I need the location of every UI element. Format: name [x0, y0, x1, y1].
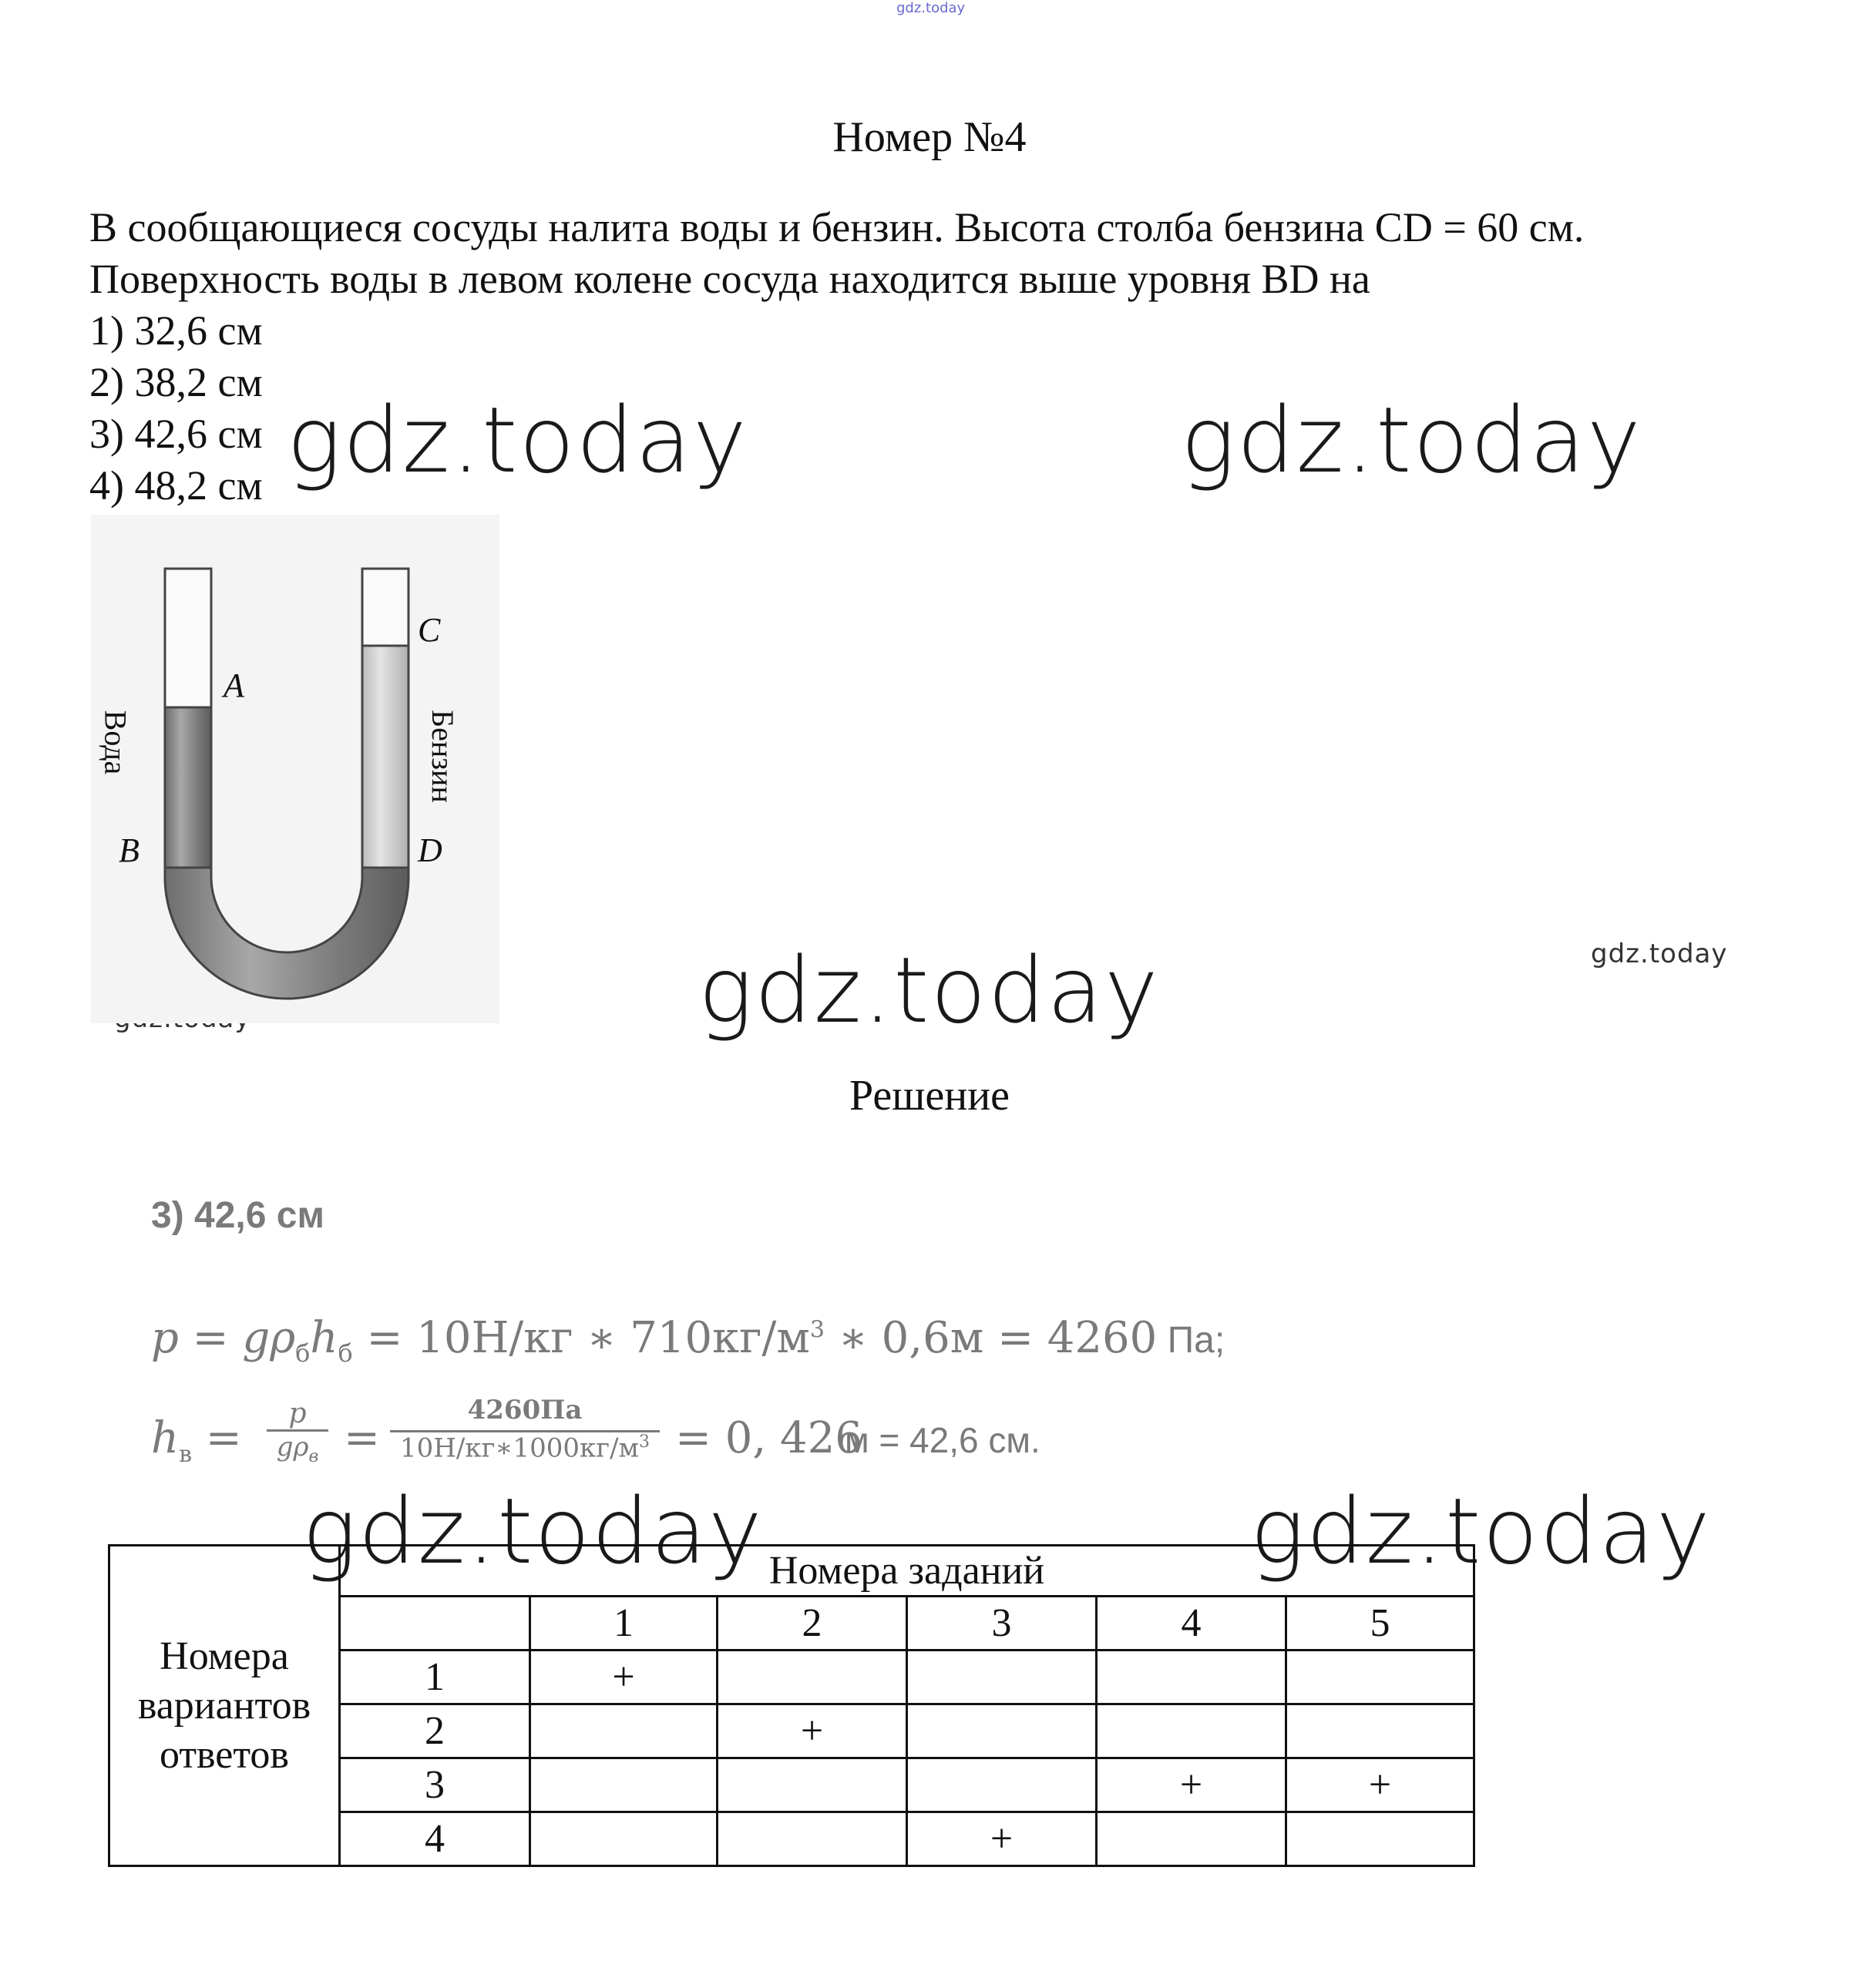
cell	[530, 1704, 718, 1758]
solution-heading: Решение	[849, 1072, 1010, 1120]
option-1: 1) 32,6 см	[89, 307, 263, 354]
answer-table	[108, 1544, 1475, 1867]
option-2: 2) 38,2 см	[89, 359, 263, 405]
row-label: 3	[340, 1758, 530, 1812]
col-1: 1	[530, 1597, 718, 1651]
col-2: 2	[718, 1597, 907, 1651]
f2-frac2-den: 10Н/кг∗1000кг/м	[399, 1432, 640, 1464]
cell: +	[530, 1651, 718, 1704]
f2-lhs-sub: в	[179, 1441, 192, 1469]
f2-frac1-den-wrap	[267, 1432, 328, 1466]
cell	[718, 1812, 907, 1866]
cell	[1286, 1812, 1474, 1866]
watermark-5: gdz.today	[1250, 1478, 1712, 1584]
solution-answer: 3) 42,6 см	[151, 1195, 324, 1236]
label-water: Вода	[98, 710, 133, 775]
cell	[907, 1704, 1097, 1758]
cell	[1097, 1704, 1286, 1758]
cell	[530, 1812, 718, 1866]
row-label: 1	[340, 1651, 530, 1704]
u-bend	[165, 868, 408, 999]
cell	[1097, 1651, 1286, 1704]
f2-frac2-den-exp: 3	[639, 1432, 650, 1452]
option-3: 3) 42,6 см	[89, 411, 263, 457]
f2-lhs: h	[151, 1413, 180, 1463]
f1-sub: б	[295, 1338, 311, 1368]
option-4: 4) 48,2 см	[89, 462, 263, 509]
watermark-6: gdz.today	[1591, 939, 1728, 969]
cell	[718, 1651, 907, 1704]
f2-frac2-den-wrap	[390, 1432, 660, 1463]
cell	[1286, 1704, 1474, 1758]
f1-h: h	[310, 1313, 338, 1363]
petrol-column	[362, 646, 408, 869]
row-label: 4	[340, 1812, 530, 1866]
f2-frac1-den: gρ	[276, 1432, 309, 1462]
f2-frac2	[390, 1395, 660, 1463]
f2-frac1	[267, 1398, 328, 1466]
label-petrol: Бензин	[425, 710, 460, 803]
f2-lhs-wrap: $h_в$ =	[151, 1413, 242, 1469]
watermark-1: gdz.today	[287, 387, 748, 493]
f2-frac2-num: 4260Па	[390, 1395, 660, 1432]
water-column	[165, 707, 211, 869]
f1-exp: 3	[809, 1316, 825, 1344]
page-title: Номер №4	[832, 113, 1027, 161]
f1-hsub: б	[338, 1338, 353, 1368]
f1-unit: Па;	[1157, 1320, 1225, 1361]
label-d: D	[418, 831, 442, 869]
watermark-3: gdz.today	[698, 937, 1160, 1043]
f1-lhs: p = gρ	[151, 1313, 296, 1363]
cell: +	[718, 1704, 907, 1758]
col-3: 3	[907, 1597, 1097, 1651]
corner-cell	[340, 1597, 530, 1651]
cell: +	[1097, 1758, 1286, 1812]
f1-mid: = 10Н/кг ∗ 710кг/м	[352, 1313, 810, 1363]
cell: +	[907, 1812, 1097, 1866]
formula-pressure	[151, 1313, 1225, 1368]
label-b: B	[119, 831, 140, 869]
question-text: В сообщающиеся сосуды налита воды и бензин. Высота столба бензина CD = 60 см. Поверхность воды в левом колене сосуда находится выше уровня BD на	[89, 204, 1585, 302]
watermark-2: gdz.today	[1181, 387, 1642, 493]
column-header: Номера заданий	[340, 1546, 1474, 1597]
cell	[1097, 1812, 1286, 1866]
left-tube-empty	[165, 569, 211, 707]
f2-tail: м = 42,6 см.	[845, 1420, 1040, 1460]
watermark-4: gdz.today	[302, 1478, 764, 1584]
col-5: 5	[1286, 1597, 1474, 1651]
f2-eq: =	[344, 1413, 380, 1463]
cell	[907, 1651, 1097, 1704]
label-a: A	[224, 667, 244, 704]
f2-frac1-den-sub: в	[308, 1446, 319, 1466]
right-tube-empty	[362, 569, 408, 646]
f2-result: = 0, 426	[675, 1413, 862, 1463]
row-header: Номера вариантов ответов	[109, 1546, 340, 1866]
u-tube-figure	[91, 515, 499, 1023]
f1-end: ∗ 0,6м = 4260	[824, 1313, 1158, 1363]
watermark-top: gdz.today	[896, 0, 966, 16]
row-label: 2	[340, 1704, 530, 1758]
cell	[530, 1758, 718, 1812]
cell: +	[1286, 1758, 1474, 1812]
cell	[907, 1758, 1097, 1812]
label-c: C	[418, 611, 441, 649]
cell	[718, 1758, 907, 1812]
cell	[1286, 1651, 1474, 1704]
f2-frac1-num: p	[267, 1398, 328, 1432]
col-4: 4	[1097, 1597, 1286, 1651]
